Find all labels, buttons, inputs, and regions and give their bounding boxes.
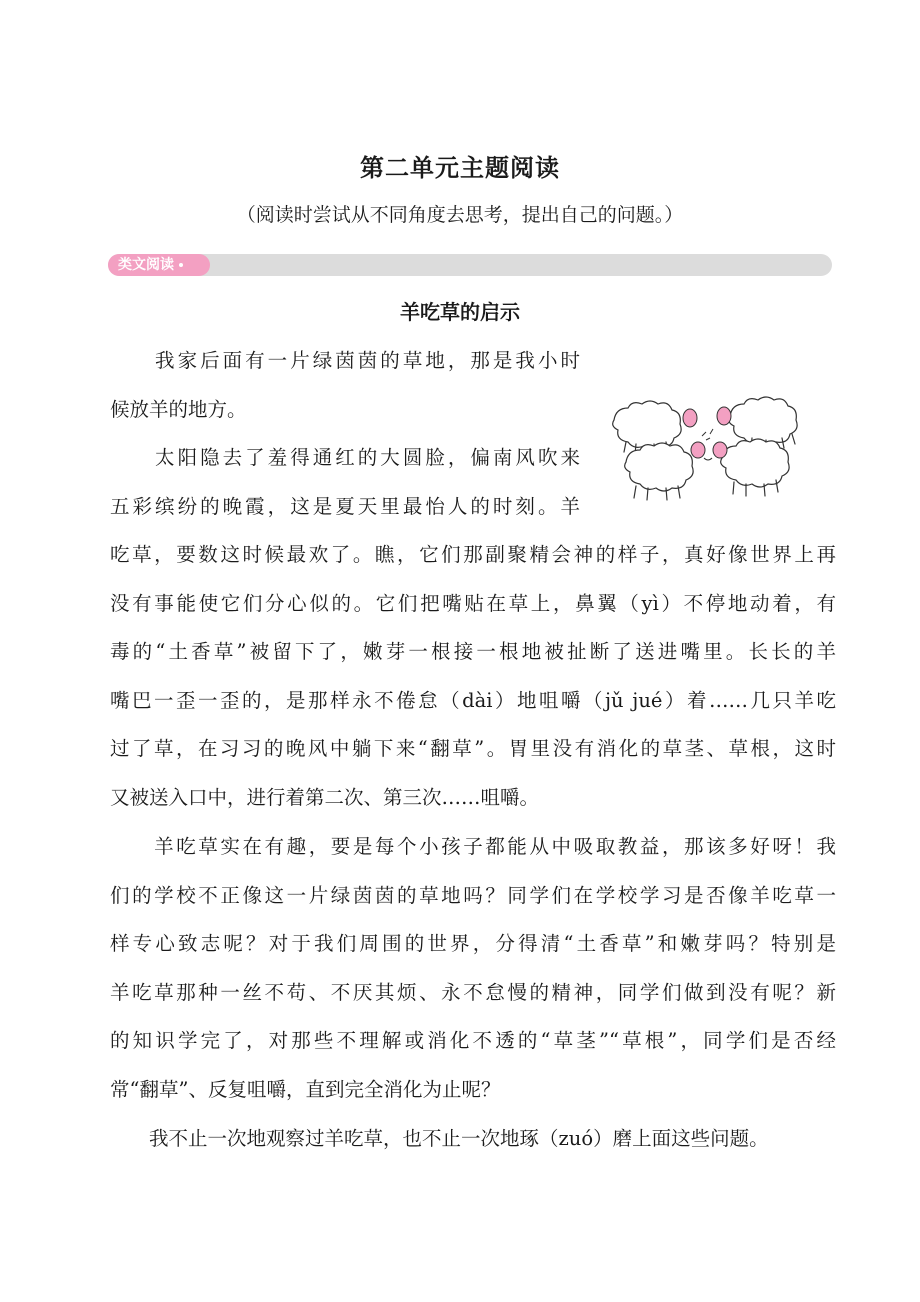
paragraph-line: 样专心致志呢？对于我们周围的世界，分得清“土香草”和嫩芽吗？特别是 [110, 932, 836, 955]
paragraph-line: 嘴巴一歪一歪的，是那样永不倦怠（dài）地咀嚼（jǔ jué）着……几只羊吃 [110, 688, 836, 712]
paragraph-line: 没有事能使它们分心似的。它们把嘴贴在草上，鼻翼（yì）不停地动着，有 [110, 591, 836, 615]
section-tab [108, 254, 210, 276]
paragraph-2-continued [110, 538, 836, 829]
sheep-illustration-icon [606, 392, 816, 506]
page-title: 第二单元主题阅读 [360, 154, 560, 182]
paragraph-line: 五彩缤纷的晚霞，这是夏天里最怡人的时刻。羊 [110, 494, 580, 518]
dot-icon [179, 263, 183, 267]
paragraph-4 [110, 1122, 836, 1171]
paragraph-line: 我家后面有一片绿茵茵的草地，那是我小时 [110, 349, 580, 372]
paragraph-3 [110, 830, 836, 1121]
paragraph-line: 常“翻草”、反复咀嚼，直到完全消化为止呢？ [110, 1077, 501, 1101]
paragraph-line: 的知识学完了，对那些不理解或消化不透的“草茎”“草根”，同学们是否经 [110, 1029, 836, 1052]
paragraph-line: 太阳隐去了羞得通红的大圆脸，偏南风吹来 [110, 446, 580, 469]
section-tab-label: 类文阅读 [118, 257, 174, 273]
paragraph-2 [110, 441, 580, 538]
article-title: 羊吃草的启示 [400, 300, 520, 324]
paragraph-line: 羊吃草实在有趣，要是每个小孩子都能从中吸取教益，那该多好呀！我 [110, 835, 836, 858]
paragraph-line: 毒的“土香草”被留下了，嫩芽一根接一根地被扯断了送进嘴里。长长的羊 [110, 640, 836, 663]
paragraph-line: 候放羊的地方。 [110, 397, 247, 421]
paragraph-line: 又被送入口中，进行着第二次、第三次……咀嚼。 [110, 785, 540, 809]
paragraph-line: 羊吃草那种一丝不苟、不厌其烦、永不怠慢的精神，同学们做到没有呢？新 [110, 980, 836, 1004]
paragraph-line: 吃草，要数这时候最欢了。瞧，它们那副聚精会神的样子，真好像世界上再 [110, 543, 836, 566]
paragraph-1 [110, 344, 580, 441]
paragraph-line: 我不止一次地观察过羊吃草，也不止一次地琢（zuó）磨上面这些问题。 [110, 1127, 769, 1150]
section-bar [108, 254, 832, 276]
page-subtitle: （阅读时尝试从不同角度去思考，提出自己的问题。） [236, 204, 684, 226]
paragraph-line: 过了草，在习习的晚风中躺下来“翻草”。胃里没有消化的草茎、草根，这时 [110, 737, 836, 760]
paragraph-line: 们的学校不正像这一片绿茵茵的草地吗？同学们在学校学习是否像羊吃草一 [110, 883, 836, 907]
